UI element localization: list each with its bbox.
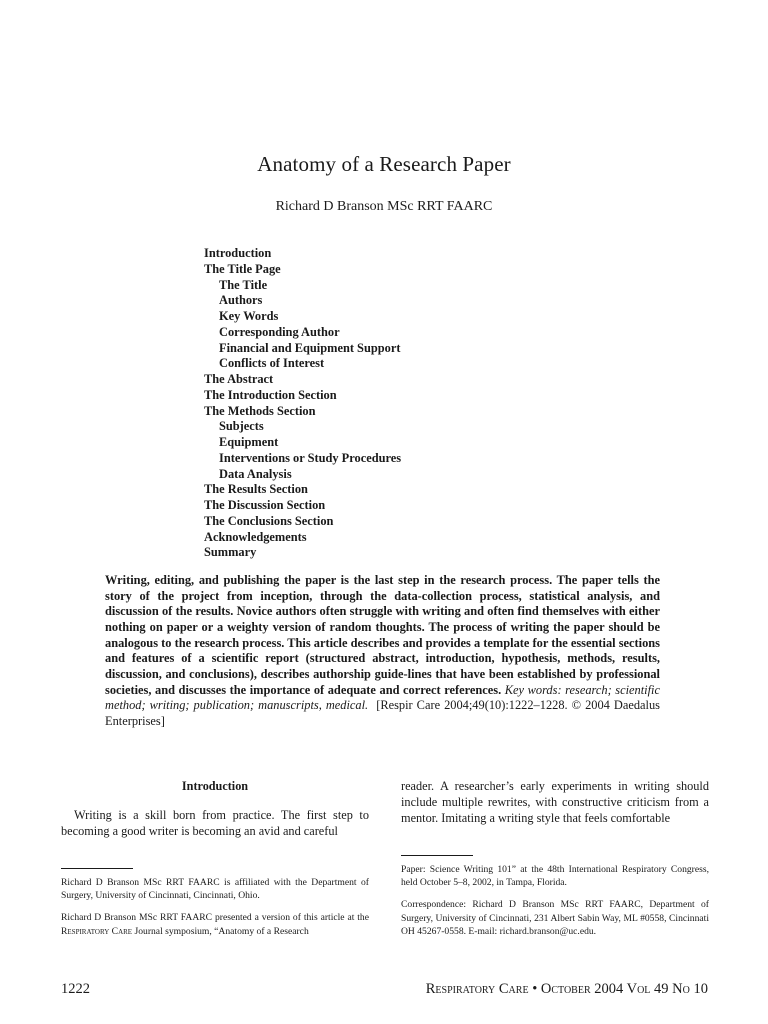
- page-number: 1222: [61, 981, 90, 997]
- intro-paragraph-continued: reader. A researcher’s early experiments in writing should include multiple rewrites, with constructive criticism from a mentor. Imitating a writing style that feels comfortable: [401, 779, 709, 825]
- abstract: [105, 573, 660, 730]
- section-heading-introduction: Introduction: [181, 779, 249, 793]
- toc-item: The Abstract: [204, 372, 274, 386]
- footnotes-left: [61, 876, 369, 947]
- toc-item: The Introduction Section: [204, 387, 337, 402]
- presentation-note: Richard D Branson MSc RRT FAARC presented a version of this article at the Respiratory Care Journal symposium, “Anatomy of a Research: [61, 912, 369, 937]
- toc-subitem: Authors: [219, 293, 263, 308]
- toc-subitem: Data Analysis: [219, 466, 292, 481]
- issue-info: October 2004 Vol 49 No 10: [540, 981, 708, 997]
- intro-paragraph: Writing is a skill born from practice. The first step to becoming a good writer is becoming an avid and careful: [61, 808, 369, 838]
- toc-subitem: Corresponding Author: [219, 324, 340, 339]
- toc-item: Introduction: [204, 246, 272, 260]
- abstract-body: Writing, editing, and publishing the paper is the last step in the research process. The paper tells the story of the project from inception, through the data-collection process, statistical analysis, and discussion of the results. Novice authors often struggle with writing and often find themselves with either nothing on paper or a weighty version of random thoughts. The process of writing the paper should be analogous to the research process. This article describes and provides a template for the essential sections and features of a scientific report (structured abstract, introduction, hypothesis, methods, results, discussion, and conclusions), describes authorship guide-lines that have been established by professional societies, and discusses the importance of adequate and correct references.: [105, 573, 660, 697]
- toc-subitem: Financial and Equipment Support: [219, 340, 401, 355]
- journal-name-inline: Respiratory Care: [61, 925, 133, 937]
- toc-subitem: Equipment: [219, 435, 279, 449]
- right-column: [401, 778, 709, 826]
- running-footer: [380, 981, 708, 998]
- affiliation-note: Richard D Branson MSc RRT FAARC is affiliated with the Department of Surgery, University of Cincinnati, Cincinnati, Ohio.: [61, 877, 369, 902]
- footnotes-right: [401, 863, 709, 947]
- journal-name: Respiratory Care: [425, 981, 529, 997]
- toc-subitem: Conflicts of Interest: [219, 356, 325, 371]
- symposium-note: Paper: Science Writing 101” at the 48th International Respiratory Congress, held October 5–8, 2002, in Tampa, Florida.: [401, 864, 709, 889]
- toc-subitem: Key Words: [219, 309, 279, 323]
- toc-item: Acknowledgements: [204, 529, 307, 544]
- toc-item: Summary: [204, 545, 257, 560]
- abstract-citation: [Respir Care 2004;49(10):1222–1228. © 2004 Daedalus Enterprises]: [105, 698, 660, 728]
- article-title: Anatomy of a Research Paper: [257, 152, 511, 176]
- toc-item: The Discussion Section: [204, 498, 326, 512]
- toc-item: The Title Page: [204, 261, 281, 276]
- toc-item: The Results Section: [204, 482, 308, 497]
- toc-subitem: Interventions or Study Procedures: [219, 450, 402, 465]
- left-column: [61, 778, 369, 839]
- footnote-rule-right: [401, 855, 473, 856]
- table-of-contents: [204, 246, 524, 561]
- abstract-keywords: Key words: research; scientific method; writing; publication; manuscripts, medical.: [105, 682, 661, 713]
- bullet-separator: •: [532, 981, 538, 997]
- toc-item: The Conclusions Section: [204, 513, 334, 528]
- toc-item: The Methods Section: [204, 403, 316, 418]
- toc-subitem: The Title: [219, 277, 268, 292]
- author-byline: Richard D Branson MSc RRT FAARC: [275, 199, 493, 214]
- toc-subitem: Subjects: [219, 419, 264, 434]
- footnote-rule-left: [61, 868, 133, 869]
- correspondence-note: Correspondence: Richard D Branson MSc RRT FAARC, Department of Surgery, University of Cincinnati, 231 Albert Sabin Way, ML #0558, Cincinnati OH 45267-0558. E-mail: richard.branson@uc.edu.: [401, 899, 709, 937]
